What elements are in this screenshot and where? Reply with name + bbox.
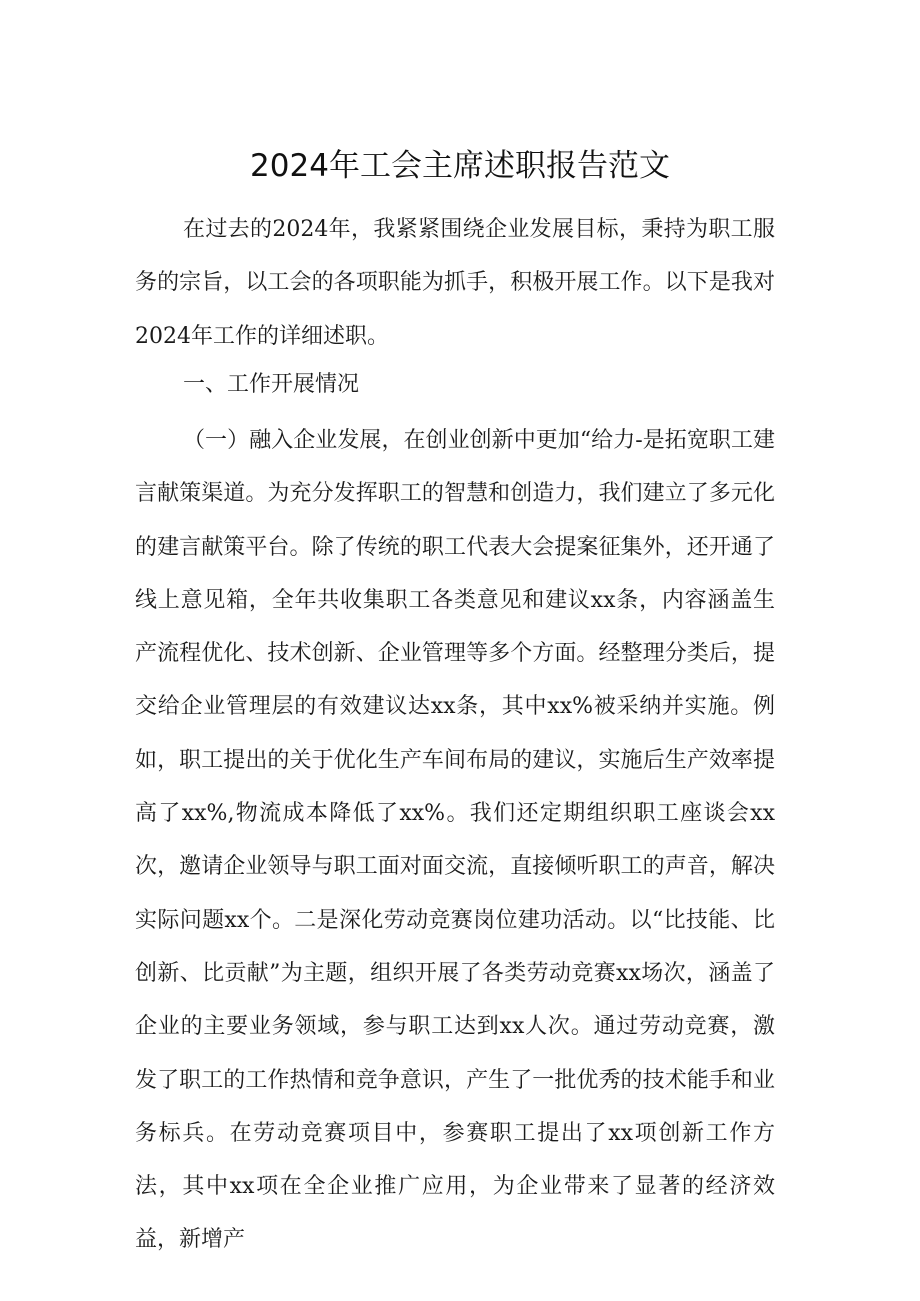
document-title: 2024年工会主席述职报告范文 xyxy=(250,148,670,184)
intro-paragraph: 在过去的2024年，我紧紧围绕企业发展目标，秉持为职工服务的宗旨，以工会的各项职能为抓手，积极开展工作。以下是我对2024年工作的详细述职。 xyxy=(135,217,775,349)
section-heading: 一、工作开展情况 xyxy=(183,372,360,397)
section-paragraph: （一）融入企业发展，在创业创新中更加“给力-是拓宽职工建言献策渠道。为充分发挥职工的智慧和创造力，我们建立了多元化的建言献策平台。除了传统的职工代表大会提案征集外，还开通了线上意见箱，全年共收集职工各类意见和建议xx条，内容涵盖生产流程优化、技术创新、企业管理等多个方面。经整理分类后，提交给企业管理层的有效建议达xx条，其中xx%被采纳并实施。例如，职工提出的关于优化生产车间布局的建议，实施后生产效率提高了xx%,物流成本降低了xx%。我们还定期组织职工座谈会xx次，邀请企业领导与职工面对面交流，直接倾听职工的声音，解决实际问题xx个。二是深化劳动竞赛岗位建功活动。以“比技能、比创新、比贡献”为主题，组织开展了各类劳动竞赛xx场次，涵盖了企业的主要业务领域，参与职工达到xx人次。通过劳动竞赛，激发了职工的工作热情和竞争意识，产生了一批优秀的技术能手和业务标兵。在劳动竞赛项目中，参赛职工提出了xx项创新工作方法，其中xx项在全企业推广应用，为企业带来了显著的经济效益，新增产 xyxy=(135,428,775,1253)
